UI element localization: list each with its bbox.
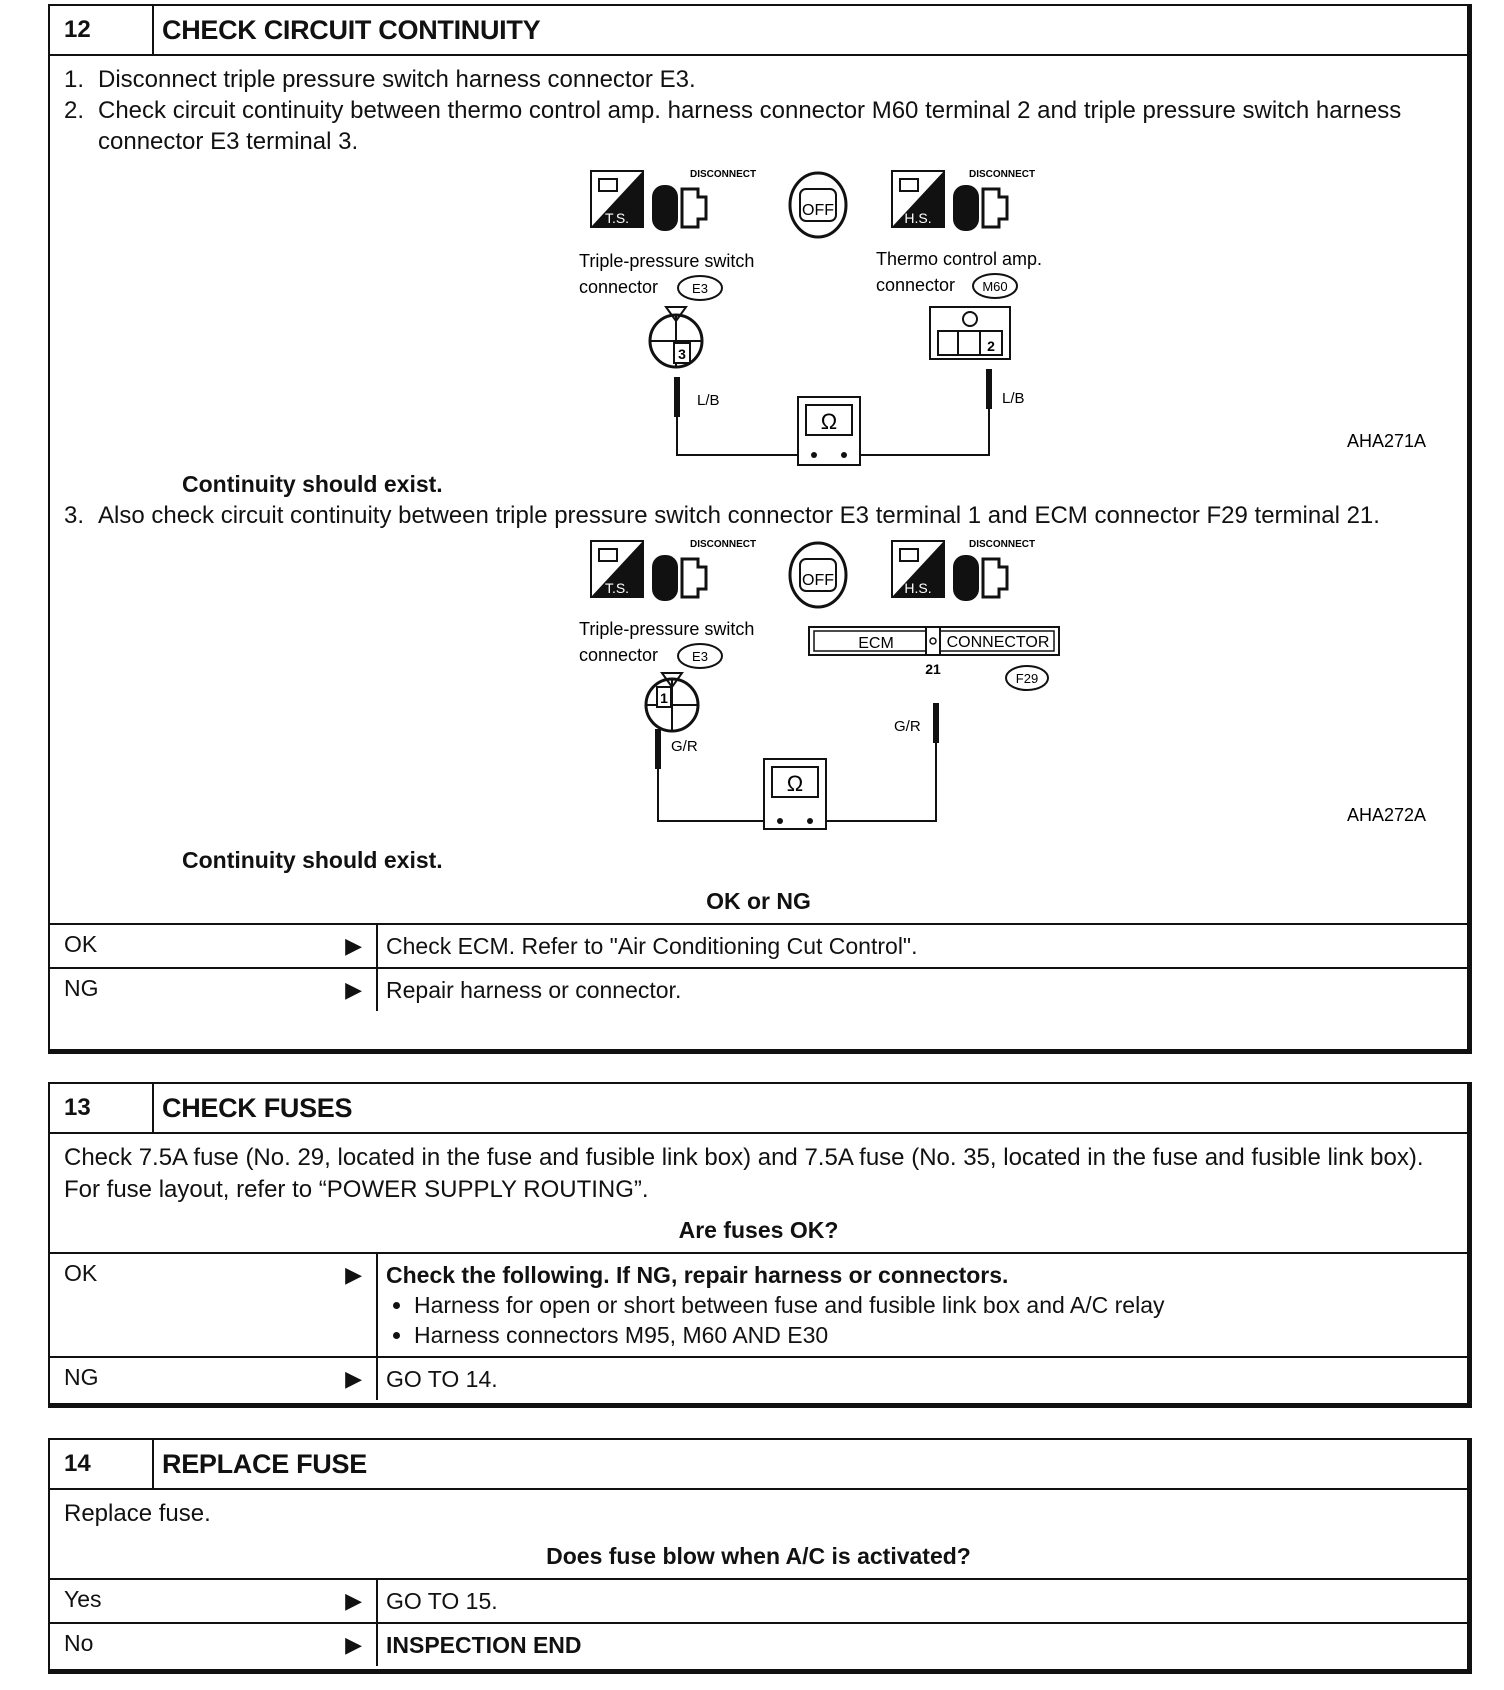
wiring-diagram-2 xyxy=(64,531,1453,853)
ohm-symbol: Ω xyxy=(786,771,804,796)
section-12 xyxy=(48,4,1472,1054)
result-question: Does fuse blow when A/C is activated? xyxy=(546,1543,971,1569)
step xyxy=(64,500,1453,531)
result-key: NG xyxy=(64,975,99,1001)
ts-label: T.S. xyxy=(604,580,630,596)
disconnect-icon xyxy=(953,169,1035,231)
disconnect-icon xyxy=(652,169,756,231)
ohmmeter-icon xyxy=(798,397,860,465)
result-row-ng xyxy=(50,967,1467,1011)
section-header xyxy=(50,1084,1467,1134)
section-title: CHECK CIRCUIT CONTINUITY xyxy=(162,14,541,45)
arrow-right-icon: ▶ xyxy=(345,1588,362,1613)
off-label: OFF xyxy=(802,202,834,219)
terminal-1: 1 xyxy=(660,690,668,706)
wire-color-right: G/R xyxy=(894,718,921,735)
step-text: Also check circuit continuity between triple pressure switch connector E3 terminal 1 and ECM connector F29 terminal 21. xyxy=(98,502,1380,529)
arrow-right-icon: ▶ xyxy=(345,1366,362,1391)
section-number: 12 xyxy=(50,6,154,54)
step xyxy=(64,95,1453,157)
result-value: Repair harness or connector. xyxy=(376,969,1467,1011)
tps-connector-label: connector xyxy=(579,645,659,665)
tca-connector-label: connector xyxy=(876,275,956,295)
result-row-no xyxy=(50,1622,1467,1666)
continuity-note: Continuity should exist. xyxy=(182,471,443,497)
f29-badge: F29 xyxy=(1015,671,1039,686)
section-title: CHECK FUSES xyxy=(162,1092,353,1123)
instruction-text: Replace fuse. xyxy=(64,1500,211,1527)
hs-icon xyxy=(892,541,944,597)
wire-color-right: L/B xyxy=(1002,390,1025,407)
tps-label: Triple-pressure switch xyxy=(579,619,755,639)
list-item: • Harness connectors M95, M60 AND E30 xyxy=(414,1320,1459,1350)
step-text: Check circuit continuity between thermo control amp. harness connector M60 terminal 2 and triple pressure switch harness connector E3 terminal 3. xyxy=(98,97,1402,155)
disconnect-icon xyxy=(953,539,1035,601)
step-text: Disconnect triple pressure switch harness connector E3. xyxy=(98,66,696,93)
disconnect-label: DISCONNECT xyxy=(690,169,757,180)
ts-icon xyxy=(591,171,643,227)
result-row-ok xyxy=(50,923,1467,967)
e3-connector xyxy=(646,673,698,731)
arrow-right-icon: ▶ xyxy=(345,933,362,958)
result-value: GO TO 15. xyxy=(376,1580,1467,1622)
m60-badge: M60 xyxy=(982,279,1008,294)
figure-code: AHA272A xyxy=(1346,805,1426,825)
result-key: Yes xyxy=(64,1586,102,1612)
diagram-svg xyxy=(64,157,1454,469)
result-value: Check ECM. Refer to "Air Conditioning Cut Control". xyxy=(376,925,1467,967)
step xyxy=(64,64,1453,95)
hs-label: H.S. xyxy=(904,210,932,226)
ohm-symbol: Ω xyxy=(820,409,838,434)
step-number: 2. xyxy=(64,97,85,124)
terminal-3: 3 xyxy=(678,346,686,362)
step-number: 3. xyxy=(64,502,85,529)
result-value: INSPECTION END xyxy=(376,1624,1467,1666)
step-number: 1. xyxy=(64,66,85,93)
diagram-svg xyxy=(64,531,1454,853)
result-key: OK xyxy=(64,931,98,957)
wiring-diagram-1 xyxy=(64,157,1453,469)
result-key: OK xyxy=(64,1260,98,1286)
section-body xyxy=(50,1490,1467,1572)
ts-icon xyxy=(591,541,643,597)
terminal-2: 2 xyxy=(987,338,995,354)
tps-label: Triple-pressure switch xyxy=(579,251,755,271)
wire-color-left: G/R xyxy=(671,738,698,755)
result-value: GO TO 14. xyxy=(376,1358,1467,1400)
arrow-right-icon: ▶ xyxy=(345,1632,362,1657)
tca-label: Thermo control amp. xyxy=(876,249,1043,269)
ecm-connector xyxy=(809,627,1059,690)
hs-label: H.S. xyxy=(904,580,932,596)
disconnect-icon xyxy=(652,539,756,601)
figure-code: AHA271A xyxy=(1346,431,1426,451)
hs-icon xyxy=(892,171,944,227)
section-header xyxy=(50,6,1467,56)
m60-connector xyxy=(930,307,1010,359)
check-list xyxy=(386,1290,1459,1350)
result-key: NG xyxy=(64,1364,99,1390)
ohmmeter-icon xyxy=(764,759,826,829)
result-question: OK or NG xyxy=(706,888,811,914)
section-title: REPLACE FUSE xyxy=(162,1448,367,1479)
ignition-off-icon xyxy=(790,543,846,607)
disconnect-label: DISCONNECT xyxy=(969,539,1036,550)
tps-connector-label: connector xyxy=(579,277,659,297)
disconnect-label: DISCONNECT xyxy=(969,169,1036,180)
e3-badge: E3 xyxy=(692,281,708,296)
wire-color-left: L/B xyxy=(697,392,720,409)
arrow-right-icon: ▶ xyxy=(345,1262,362,1287)
e3-badge: E3 xyxy=(692,649,708,664)
result-value xyxy=(376,1254,1467,1356)
section-number: 14 xyxy=(50,1440,154,1488)
ecm-label: ECM xyxy=(858,635,894,652)
section-14 xyxy=(48,1438,1472,1674)
section-header xyxy=(50,1440,1467,1490)
result-key: No xyxy=(64,1630,94,1656)
terminal-21: 21 xyxy=(925,661,941,677)
continuity-note: Continuity should exist. xyxy=(182,847,443,873)
list-item: • Harness for open or short between fuse and fusible link box and A/C relay xyxy=(414,1290,1459,1320)
result-row-ok xyxy=(50,1252,1467,1356)
disconnect-label: DISCONNECT xyxy=(690,539,757,550)
ts-label: T.S. xyxy=(604,210,630,226)
section-body xyxy=(50,1134,1467,1246)
ignition-off-icon xyxy=(790,173,846,237)
result-row-yes xyxy=(50,1578,1467,1622)
result-heading: Check the following. If NG, repair harness or connectors. xyxy=(386,1262,1009,1288)
instruction-text: Check 7.5A fuse (No. 29, located in the fuse and fusible link box) and 7.5A fuse (No. 35, located in the fuse and fusible link box). For fuse layout, refer to “POWER SUPPLY ROUTING”. xyxy=(64,1144,1424,1203)
section-13 xyxy=(48,1082,1472,1408)
off-label: OFF xyxy=(802,572,834,589)
result-question: Are fuses OK? xyxy=(678,1217,839,1243)
section-number: 13 xyxy=(50,1084,154,1132)
section-body xyxy=(50,56,1467,917)
result-row-ng xyxy=(50,1356,1467,1400)
connector-label: CONNECTOR xyxy=(946,634,1050,651)
arrow-right-icon: ▶ xyxy=(345,977,362,1002)
e3-connector xyxy=(650,307,702,367)
